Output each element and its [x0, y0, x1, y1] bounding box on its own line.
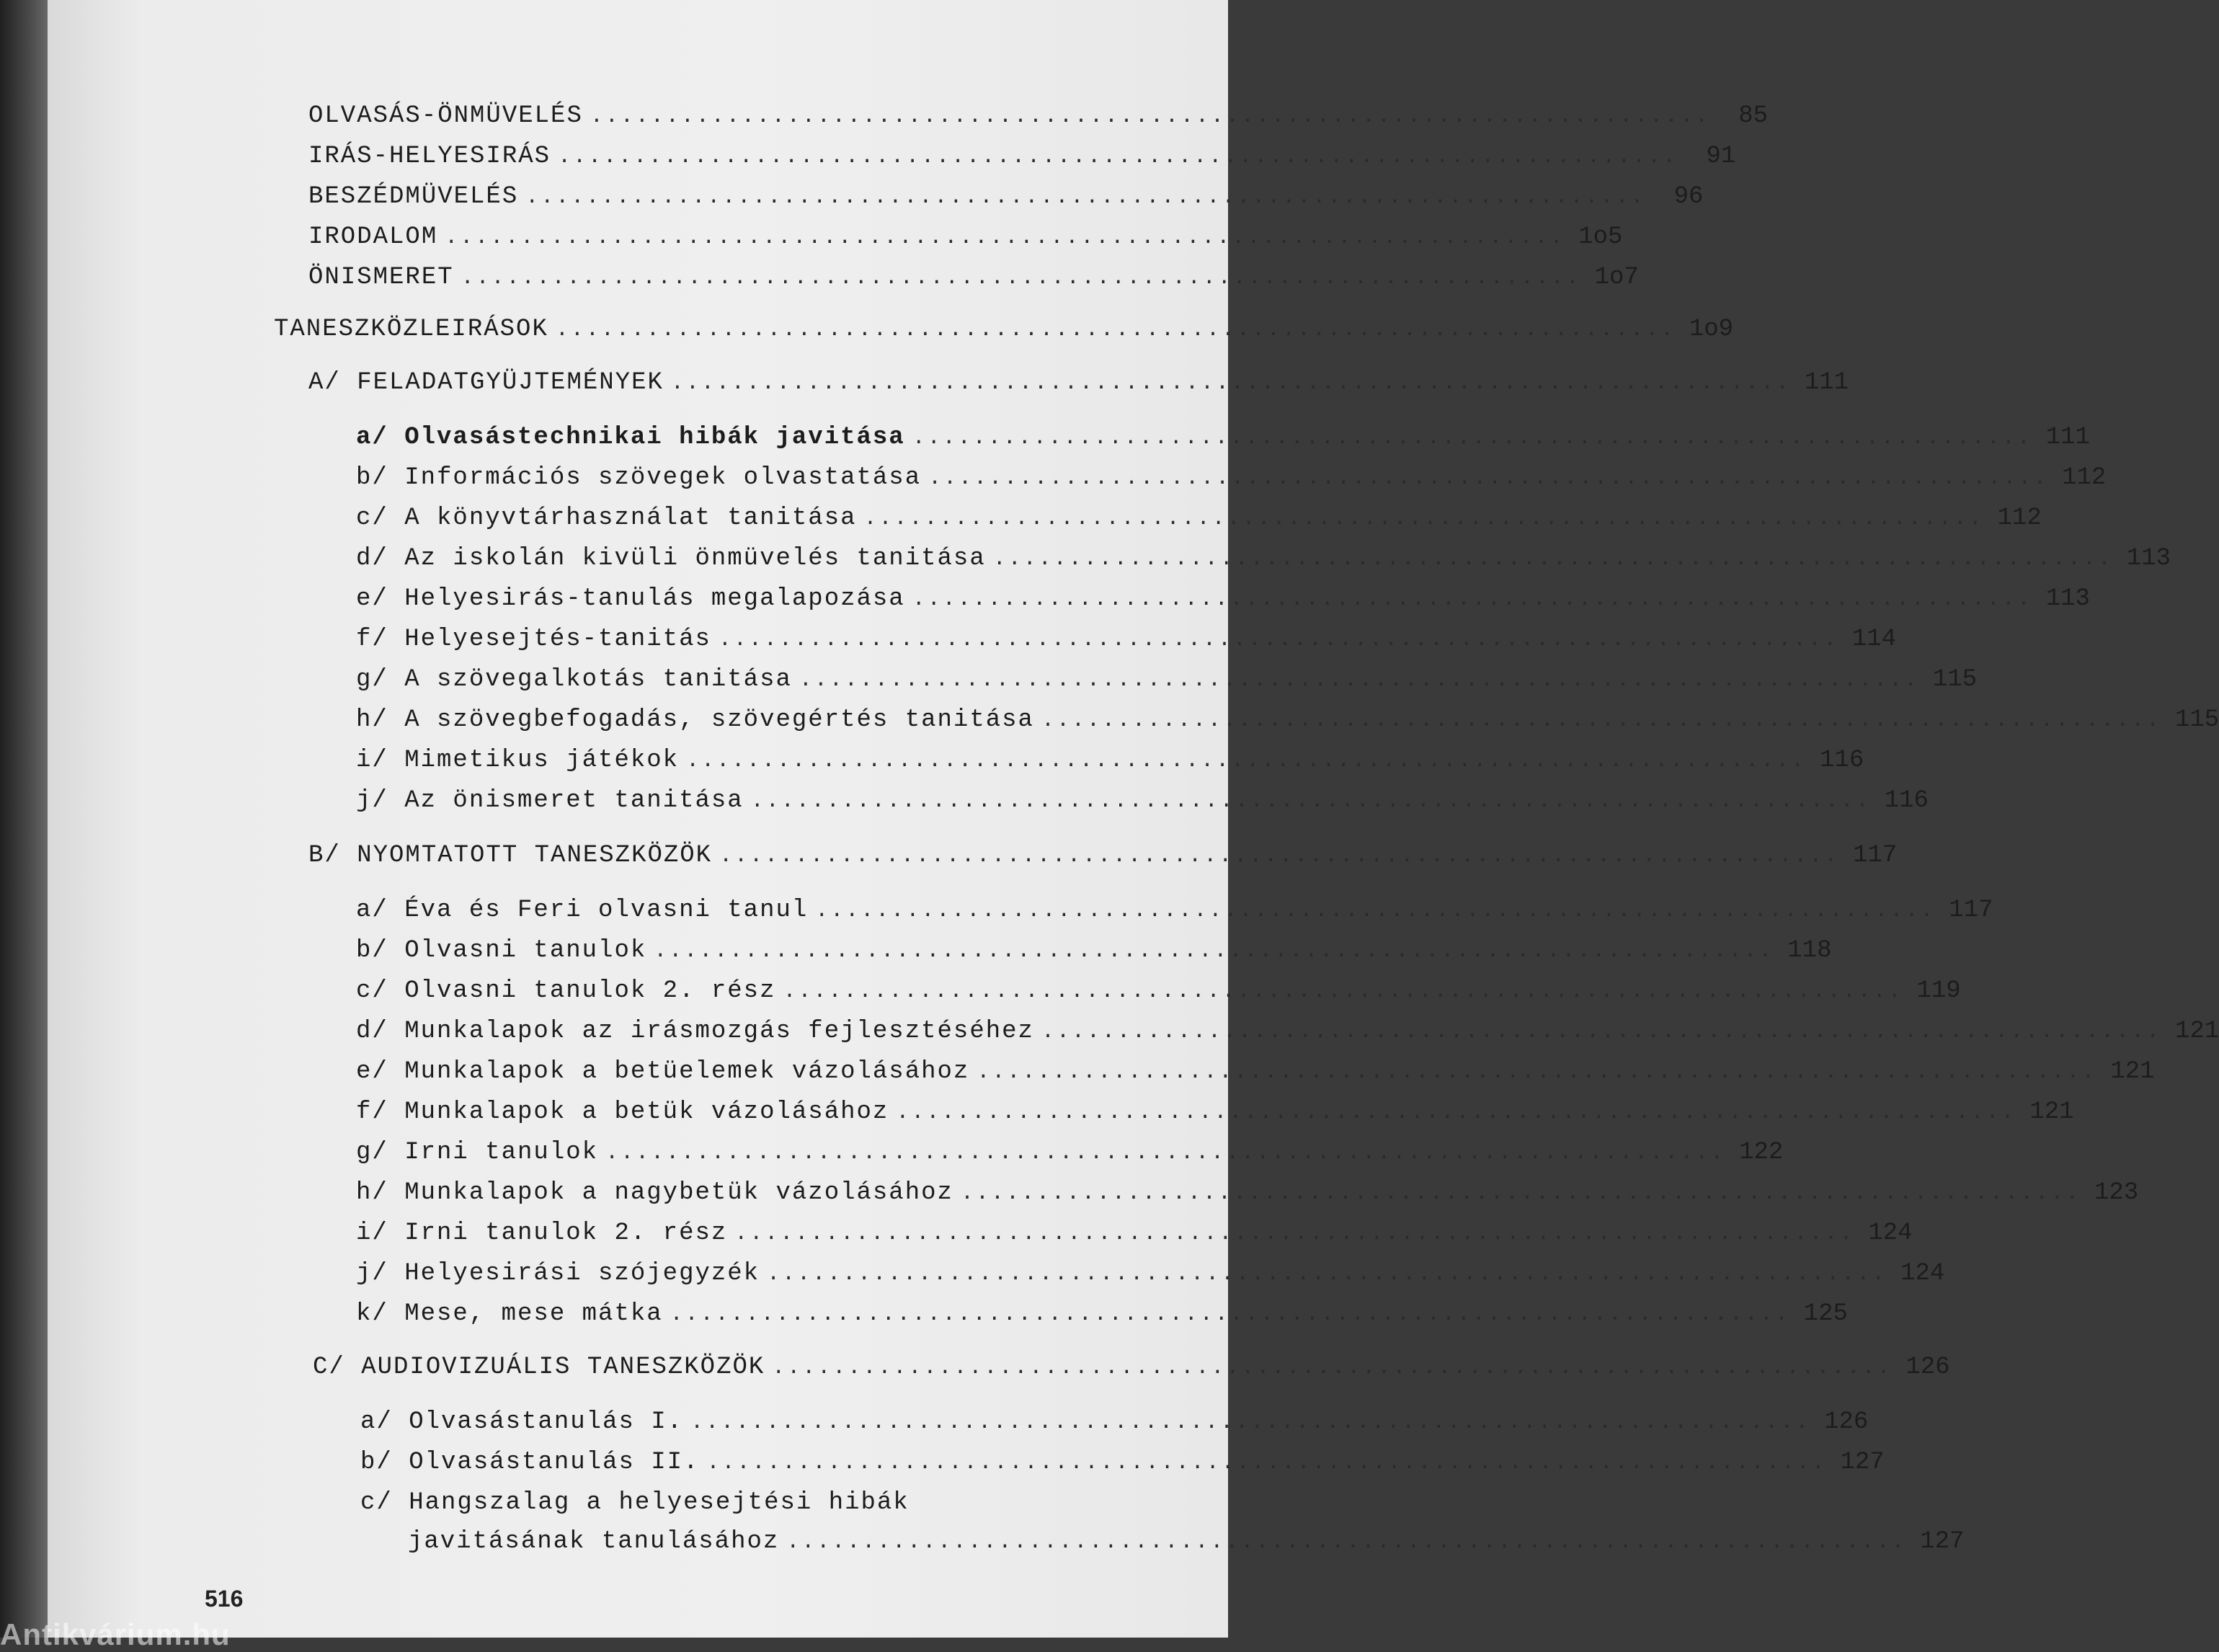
toc-entry	[360, 1408, 1869, 1436]
toc-entry-label: b/ Információs szövegek olvastatása	[356, 464, 922, 492]
dot-leader: ..........................................................................	[863, 507, 1984, 531]
toc-entry-page: 121	[2029, 1098, 2074, 1126]
toc-entry-page: 126	[1824, 1408, 1869, 1436]
dot-leader: ..........................................................................	[734, 1222, 1855, 1246]
toc-entry-label: g/ A szövegalkotás tanitása	[356, 666, 792, 693]
toc-entry-label: a/ Olvasástechnikai hibák javitása	[356, 424, 905, 451]
toc-entry-label: i/ Irni tanulok 2. rész	[356, 1220, 728, 1247]
toc-entry-page: 121	[2174, 1018, 2219, 1045]
dot-leader: ..........................................................................	[555, 318, 1676, 342]
toc-entry	[356, 977, 1961, 1005]
toc-entry-label: A/ FELADATGYÜJTEMÉNYEK	[308, 369, 664, 396]
toc-entry-page: 113	[2126, 545, 2171, 572]
toc-entry-page: 113	[2045, 585, 2090, 613]
dot-leader: ..........................................................................	[799, 668, 1920, 693]
dot-leader: ..........................................................................	[525, 185, 1646, 210]
toc-entry-label: e/ Munkalapok a betüelemek vázolásához	[356, 1058, 970, 1085]
dot-leader: ..........................................................................	[445, 226, 1565, 250]
toc-entry-page: 115	[1932, 666, 1978, 693]
dot-leader: ..........................................................................	[750, 789, 1871, 814]
toc-entry-label: c/ Olvasni tanulok 2. rész	[356, 977, 776, 1005]
toc-entry-label: a/ Olvasástanulás I.	[360, 1408, 684, 1436]
toc-entry-label: b/ Olvasástanulás II.	[360, 1449, 700, 1476]
dot-leader: ..........................................................................	[461, 266, 1581, 290]
toc-entry	[356, 424, 2090, 451]
toc-entry-page: 112	[1997, 505, 2042, 532]
toc-entry-page: 122	[1739, 1139, 1784, 1166]
toc-subsection-heading	[308, 369, 1849, 396]
toc-entry-page: 124	[1868, 1220, 1913, 1247]
toc-entry-label: b/ Olvasni tanulok	[356, 937, 647, 964]
dot-leader: ..........................................................................	[1041, 709, 2162, 733]
toc-entry-label: f/ Helyesejtés-tanitás	[356, 626, 711, 653]
toc-subsection-heading	[308, 842, 1898, 869]
toc-entry	[356, 464, 2107, 492]
toc-entry-label: B/ NYOMTATOTT TANESZKÖZÖK	[308, 842, 713, 869]
toc-entry	[356, 1179, 2139, 1207]
dot-leader: ..........................................................................	[912, 426, 2032, 450]
dot-leader: ..........................................................................	[1041, 1020, 2162, 1044]
toc-entry	[356, 1098, 2074, 1126]
toc-entry-label: javitásának tanulásához	[408, 1528, 780, 1555]
dot-leader: ..........................................................................	[912, 587, 2032, 612]
toc-entry-page: 112	[2062, 464, 2107, 492]
dot-leader: ..........................................................................	[815, 899, 1936, 923]
toc-entry-label: c/ A könyvtárhasználat tanitása	[356, 505, 857, 532]
dot-leader: ..........................................................................	[706, 1451, 1827, 1475]
dot-leader: ..........................................................................	[719, 844, 1840, 869]
toc-entry	[308, 102, 1769, 130]
toc-entry-page: 117	[1853, 842, 1898, 869]
toc-entry	[356, 1058, 2155, 1085]
dot-leader: ..........................................................................	[977, 1060, 2097, 1085]
dot-leader: ..........................................................................	[690, 1411, 1811, 1435]
dot-leader: ..........................................................................	[767, 1262, 1887, 1287]
toc-entry-page: 127	[1840, 1449, 1885, 1476]
watermark: Antikvárium.hu	[0, 1617, 231, 1651]
toc-entry-label: TANESZKÖZLEIRÁSOK	[274, 316, 548, 343]
dot-leader: ..........................................................................	[558, 145, 1678, 169]
toc-entry-label: j/ Helyesirási szójegyzék	[356, 1260, 760, 1287]
toc-entry-label: C/ AUDIOVIZUÁLIS TANESZKÖZÖK	[313, 1354, 765, 1381]
toc-entry-label: j/ Az önismeret tanitása	[356, 787, 744, 814]
toc-entry-page: 127	[1920, 1528, 1965, 1555]
dot-leader: ..........................................................................	[654, 939, 1774, 964]
toc-entry-label: BESZÉDMÜVELÉS	[308, 183, 519, 210]
toc-entry-label: h/ Munkalapok a nagybetük vázolásához	[356, 1179, 953, 1207]
toc-entry-label: g/ Irni tanulok	[356, 1139, 599, 1166]
toc-entry-page: 111	[1804, 369, 1849, 396]
toc-entry-label: OLVASÁS-ÖNMÜVELÉS	[308, 102, 583, 130]
toc-section-heading	[274, 316, 1734, 343]
page-number: 516	[205, 1586, 244, 1612]
toc-entry-label: c/ Hangszalag a helyesejtési hibák	[360, 1489, 910, 1516]
toc-entry-page: 116	[1820, 747, 1864, 774]
toc-entry	[308, 183, 1704, 210]
toc-entry-page: 114	[1851, 626, 1897, 653]
toc-entry	[356, 626, 1897, 653]
toc-entry-label: f/ Munkalapok a betük vázolásához	[356, 1098, 889, 1126]
toc-entry-label: IRODALOM	[308, 223, 438, 251]
toc-entry-page: 125	[1803, 1300, 1848, 1328]
toc-entry	[356, 747, 1864, 774]
toc-entry	[308, 143, 1736, 170]
toc-entry-label: a/ Éva és Feri olvasni tanul	[356, 897, 809, 924]
toc-entry	[356, 937, 1832, 964]
dot-leader: ..........................................................................	[670, 1302, 1790, 1327]
dot-leader: ..........................................................................	[992, 547, 2113, 572]
toc-entry	[360, 1449, 1885, 1476]
toc-entry-label: i/ Mimetikus játékok	[356, 747, 680, 774]
book-spine	[0, 0, 49, 1638]
toc-entry	[356, 545, 2171, 572]
toc-entry-page: 1o7	[1594, 264, 1639, 291]
toc-entry	[356, 666, 1978, 693]
toc-entry-label: IRÁS-HELYESIRÁS	[308, 143, 551, 170]
dot-leader: ..........................................................................	[718, 628, 1839, 652]
toc-entry-page: 91	[1706, 143, 1736, 170]
toc-entry-label: h/ A szövegbefogadás, szövegértés tanitása	[356, 706, 1034, 734]
toc-entry-page: 1o5	[1578, 223, 1623, 251]
toc-entry-page: 96	[1673, 183, 1704, 210]
toc-entry-page: 123	[2094, 1179, 2139, 1207]
toc-entry	[356, 787, 1929, 814]
dot-leader: ..........................................................................	[605, 1141, 1726, 1165]
dot-leader: ..........................................................................	[783, 980, 1903, 1004]
toc-entry-label: d/ Munkalapok az irásmozgás fejlesztéséhez	[356, 1018, 1034, 1045]
dot-leader: ..........................................................................	[670, 371, 1792, 396]
toc-entry-page: 116	[1884, 787, 1929, 814]
toc-entry	[308, 223, 1623, 251]
dot-leader: ..........................................................................	[896, 1101, 2016, 1125]
dot-leader: ..........................................................................	[786, 1530, 1907, 1555]
toc-entry	[356, 897, 1993, 924]
dot-leader: ..........................................................................	[686, 749, 1807, 773]
toc-subsection-heading	[313, 1354, 1950, 1381]
toc-entry-page: 119	[1916, 977, 1961, 1005]
dot-leader: ..........................................................................	[772, 1356, 1893, 1380]
toc-entry-page: 126	[1906, 1354, 1950, 1381]
dot-leader: ..........................................................................	[928, 466, 2049, 491]
toc-entry-label: k/ Mese, mese mátka	[356, 1300, 663, 1328]
toc-entry	[356, 1300, 1848, 1328]
toc-entry-page: 124	[1900, 1260, 1945, 1287]
toc-entry-page: 111	[2045, 424, 2090, 451]
toc-entry	[308, 264, 1639, 291]
toc-entry	[356, 1139, 1784, 1166]
toc-entry-page: 115	[2174, 706, 2219, 734]
toc-entry	[356, 1220, 1913, 1247]
toc-entry-label: ÖNISMERET	[308, 264, 454, 291]
toc-entry-label: e/ Helyesirás-tanulás megalapozása	[356, 585, 905, 613]
toc-entry-page: 118	[1787, 937, 1832, 964]
table-of-contents	[48, 0, 2219, 1638]
toc-entry-label: d/ Az iskolán kivüli önmüvelés tanitása	[356, 545, 986, 572]
dot-leader: ..........................................................................	[960, 1181, 2081, 1206]
book-page	[48, 0, 2219, 1638]
toc-entry-page: 1o9	[1689, 316, 1734, 343]
toc-entry-page: 121	[2110, 1058, 2155, 1085]
toc-entry	[356, 706, 2219, 734]
toc-entry	[356, 585, 2090, 613]
toc-entry-page: 85	[1738, 102, 1769, 130]
toc-entry	[356, 505, 2042, 532]
dot-leader: ..........................................................................	[590, 105, 1711, 129]
toc-entry	[356, 1018, 2219, 1045]
toc-entry	[356, 1260, 1945, 1287]
toc-entry-page: 117	[1949, 897, 1993, 924]
toc-entry	[408, 1528, 1965, 1555]
